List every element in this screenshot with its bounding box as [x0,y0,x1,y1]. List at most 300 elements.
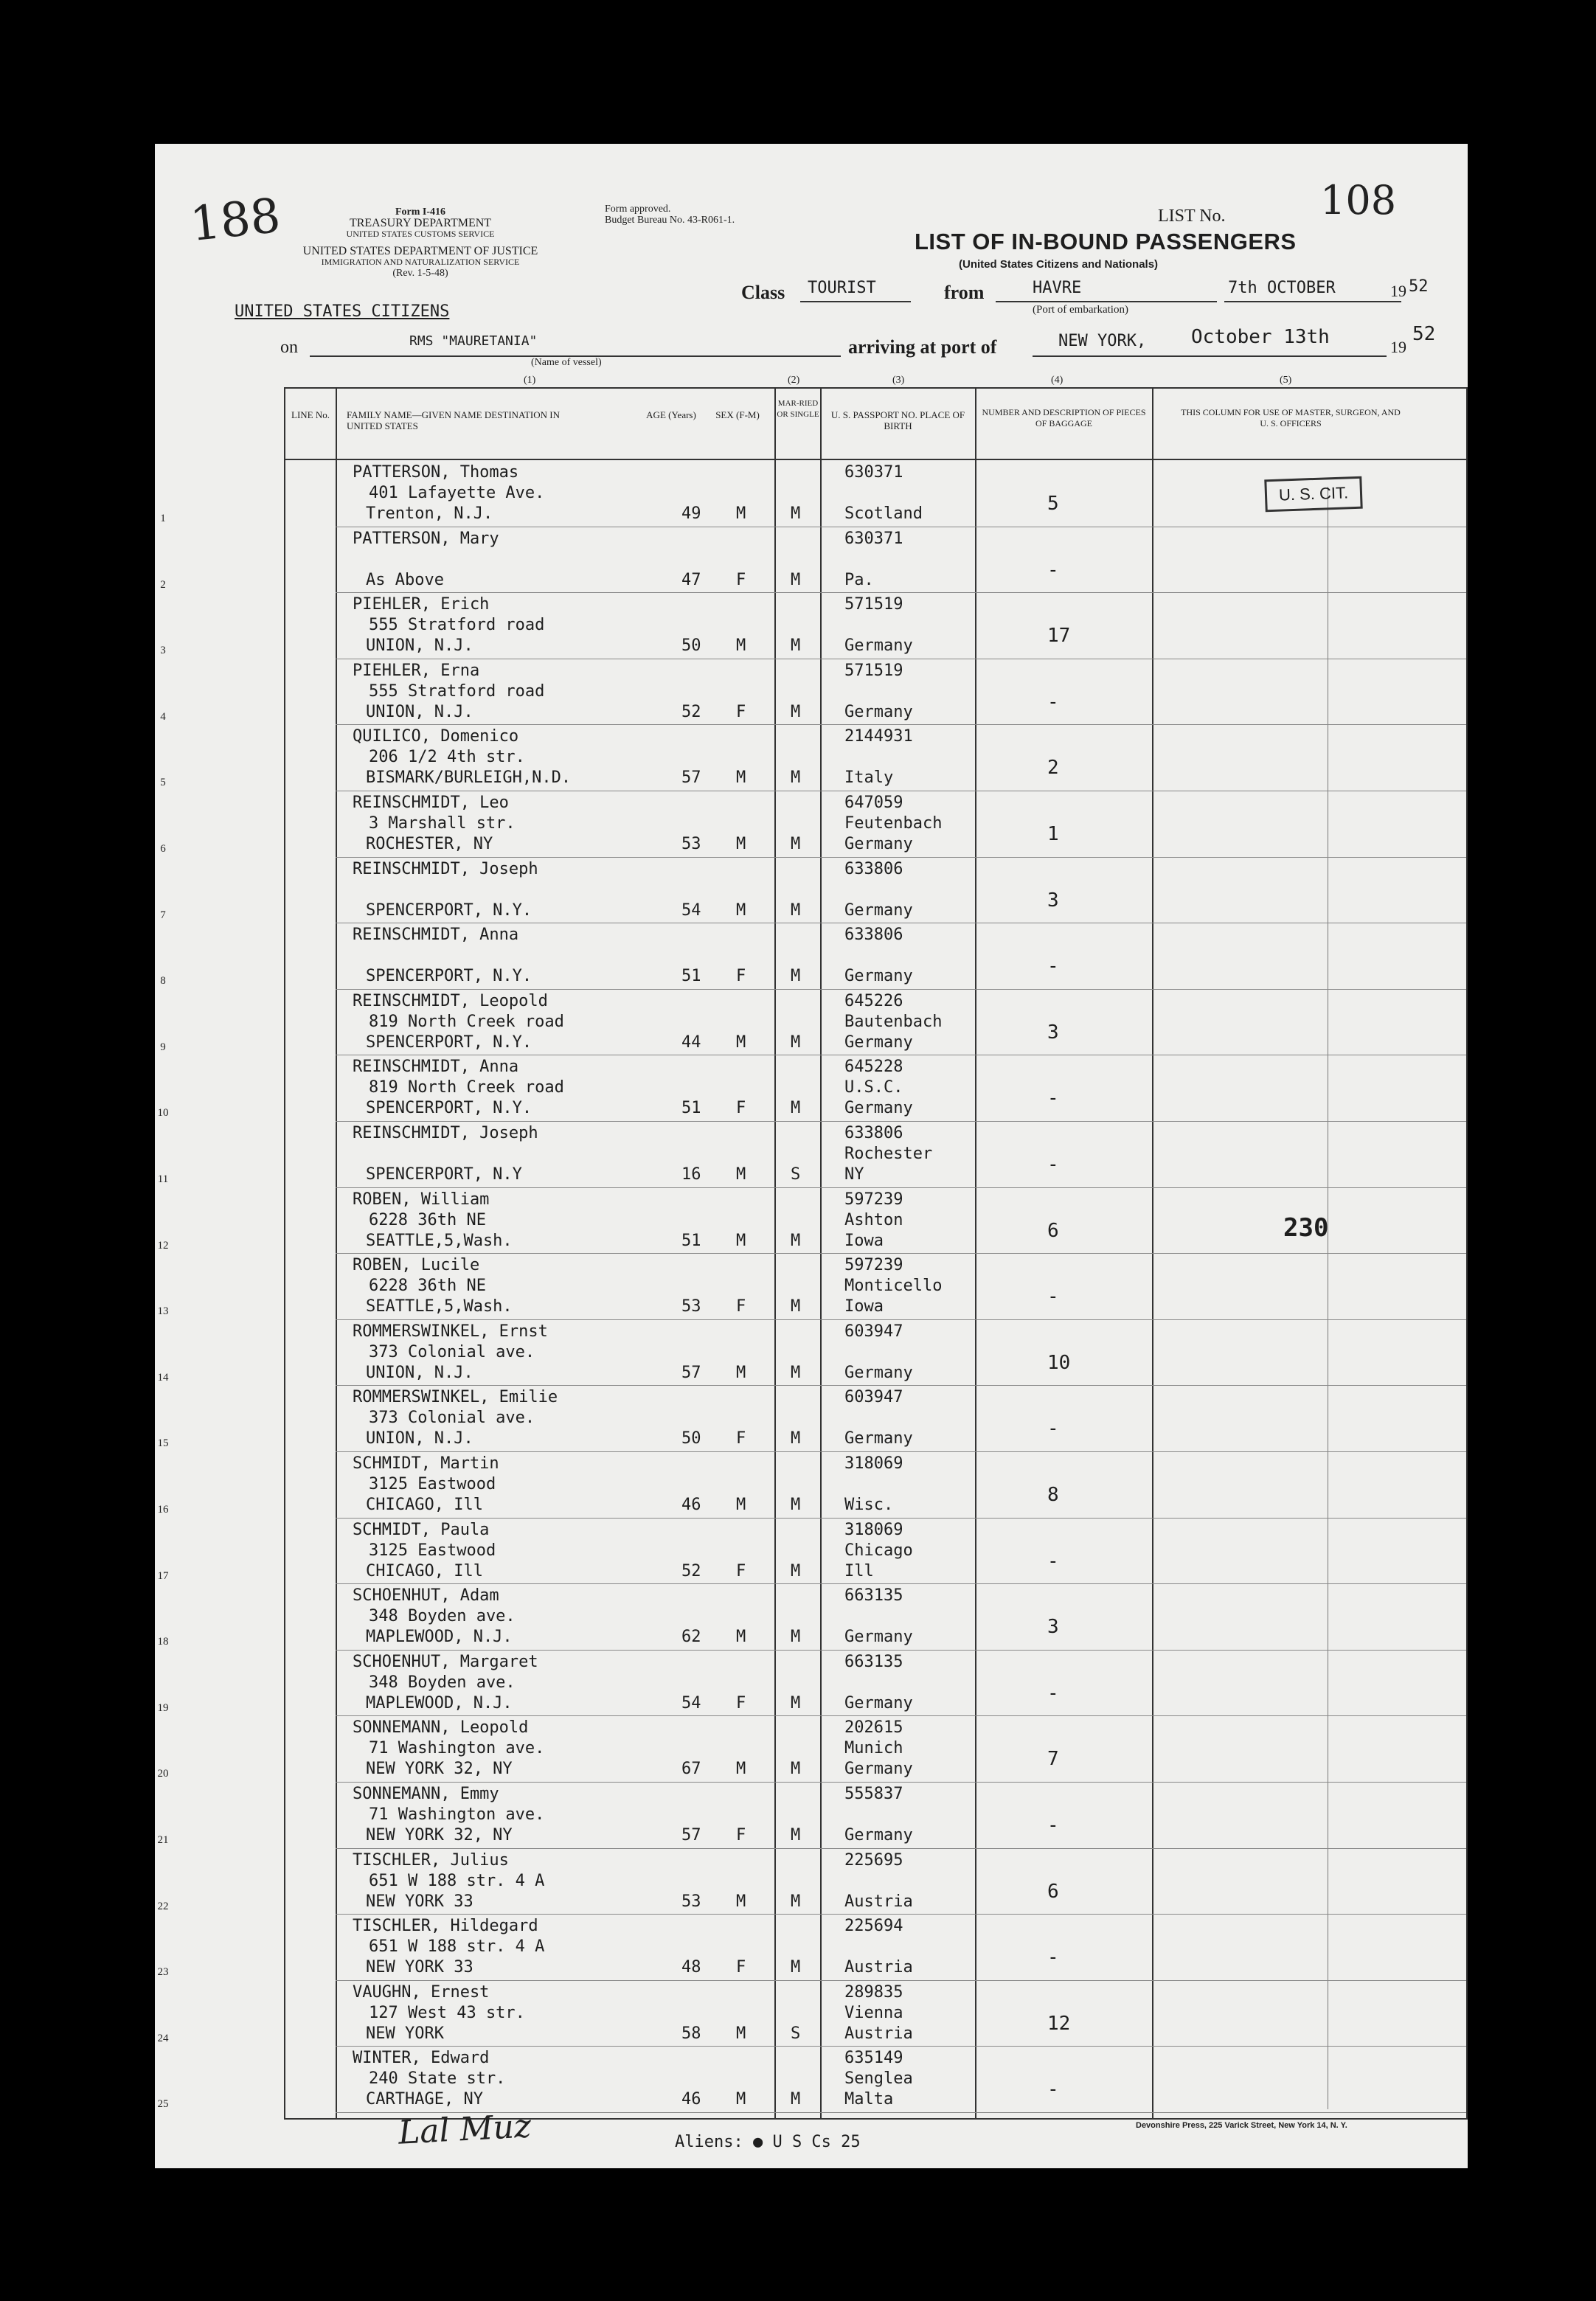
passenger-line: 14 [157,1371,169,1384]
passenger-bag: 1 [1047,823,1059,845]
row-divider [336,1518,1466,1519]
passenger-sex: M [736,1231,746,1250]
passenger-sex: F [736,1099,746,1118]
passenger-passport: 225695 [844,1850,903,1870]
list-no-label: LIST No. [1158,206,1226,226]
passenger-age: 51 [681,967,701,986]
passenger-name: TISCHLER, Julius [353,1850,509,1870]
passenger-ms: M [791,1628,801,1647]
passenger-addr2: CHICAGO, Ill [366,1561,483,1580]
passenger-line: 2 [160,578,166,591]
passenger-line: 19 [157,1701,169,1714]
passenger-addr2: BISMARK/BURLEIGH,N.D. [366,768,572,788]
passenger-ms: M [791,504,801,523]
header-officers: THIS COLUMN FOR USE OF MASTER, SURGEON, AND U. S. OFFICERS [1181,407,1401,428]
passenger-passport: 633806 [844,859,903,878]
passenger-sex: M [736,636,746,656]
row-divider [336,724,1466,725]
passenger-birth2: Austria [844,1958,913,1977]
passenger-addr1: 651 W 188 str. 4 A [369,1937,545,1957]
passenger-ms: M [791,570,801,589]
passenger-bag: 5 [1047,493,1059,515]
passenger-birth2: Scotland [844,504,923,523]
passenger-bag: 3 [1047,1021,1059,1044]
list-no-value: 108 [1320,177,1397,223]
passenger-bag: 6 [1047,1219,1059,1242]
passenger-birth2: Germany [844,1032,913,1052]
passenger-age: 49 [681,504,701,523]
officer-note: 230 [1283,1213,1329,1243]
class-label: Class [741,282,785,303]
passenger-age: 57 [681,768,701,788]
passenger-passport: 318069 [844,1454,903,1473]
passenger-bag: - [1047,1682,1059,1704]
row-divider [336,1848,1466,1849]
passenger-ms: M [791,636,801,656]
passenger-addr2: CARTHAGE, NY [366,2090,483,2109]
passenger-bag: - [1047,2078,1059,2101]
row-divider [336,1451,1466,1452]
passenger-addr2: UNION, N.J. [366,1429,473,1448]
header-sex: SEX (F-M) [715,409,760,420]
passenger-line: 8 [160,975,166,988]
arrival-port: NEW YORK, [1058,332,1147,350]
passenger-addr2: SEATTLE,5,Wash. [366,1297,513,1316]
passenger-age: 16 [681,1165,701,1184]
passenger-bag: - [1047,1549,1059,1572]
passenger-name: SCHMIDT, Martin [353,1454,499,1473]
passenger-age: 67 [681,1760,701,1779]
passenger-birth2: Germany [844,900,913,920]
passenger-name: SONNEMANN, Emmy [353,1785,499,1803]
passenger-passport: 645226 [844,991,903,1010]
form-revision: (Rev. 1-5-48) [392,268,448,279]
passenger-birth2: Iowa [844,1297,884,1316]
passenger-addr2: MAPLEWOOD, N.J. [366,1693,513,1712]
passenger-birth1: Senglea [844,2069,913,2089]
row-divider [336,1385,1466,1386]
passenger-passport: 597239 [844,1190,903,1209]
arrival-year-prefix: 19 [1390,338,1406,356]
passenger-line: 13 [157,1305,169,1318]
passenger-age: 54 [681,1693,701,1712]
passenger-addr2: UNION, N.J. [366,702,473,721]
passenger-sex: F [736,1429,746,1448]
passenger-name: PIEHLER, Erna [353,661,480,680]
passenger-line: 17 [157,1569,169,1582]
passenger-line: 12 [157,1239,169,1252]
passenger-passport: 571519 [844,661,903,680]
passenger-name: REINSCHMIDT, Leopold [353,991,548,1010]
passenger-name: REINSCHMIDT, Leo [353,794,509,812]
row-divider [336,1253,1466,1254]
passenger-sex: M [736,1363,746,1382]
col-number: (4) [1051,375,1064,386]
passenger-addr2: SPENCERPORT, N.Y. [366,967,532,986]
passenger-bag: - [1047,1814,1059,1836]
passenger-addr1: 651 W 188 str. 4 A [369,1871,545,1890]
passenger-birth2: Italy [844,768,894,788]
passenger-passport: 603947 [844,1388,903,1407]
passenger-bag: - [1047,1946,1059,1969]
col-number: (5) [1280,375,1292,386]
passenger-addr2: UNION, N.J. [366,1363,473,1382]
passenger-passport: 635149 [844,2049,903,2068]
passenger-birth1: Feutenbach [844,814,943,833]
passenger-bag: 17 [1047,625,1071,648]
passenger-name: ROMMERSWINKEL, Ernst [353,1322,548,1341]
passenger-addr2: Trenton, N.J. [366,504,493,523]
passenger-passport: 663135 [844,1652,903,1671]
header-name: FAMILY NAME—GIVEN NAME DESTINATION IN UNITED STATES [347,409,561,431]
row-divider [336,1715,1466,1716]
passenger-birth1: Bautenbach [844,1012,943,1031]
passenger-ms: M [791,1099,801,1118]
row-divider [336,1187,1466,1188]
passenger-birth2: Germany [844,1628,913,1647]
passenger-addr1: 6228 36th NE [369,1210,486,1229]
passenger-ms: S [791,1165,801,1184]
passenger-birth1: Munich [844,1739,903,1758]
passenger-bag: - [1047,1417,1059,1440]
passenger-sex: M [736,900,746,920]
passenger-passport: 555837 [844,1785,903,1803]
passenger-bag: 8 [1047,1484,1059,1506]
passenger-addr1: 3125 Eastwood [369,1541,496,1560]
passenger-name: REINSCHMIDT, Anna [353,1058,519,1077]
passenger-age: 48 [681,1958,701,1977]
passenger-sex: M [736,504,746,523]
passenger-line: 24 [157,2032,169,2044]
passenger-addr2: SPENCERPORT, N.Y [366,1165,522,1184]
passenger-sex: F [736,1693,746,1712]
passenger-addr1: 348 Boyden ave. [369,1607,516,1626]
passenger-addr2: NEW YORK 33 [366,1892,473,1911]
passenger-birth2: Germany [844,1363,913,1382]
footer-counts: Aliens: ● U S Cs 25 [675,2133,861,2151]
passenger-name: SCHOENHUT, Adam [353,1586,499,1606]
passenger-ms: M [791,1429,801,1448]
passenger-ms: M [791,1561,801,1580]
passenger-line: 25 [157,2098,169,2111]
passenger-ms: M [791,1958,801,1977]
passenger-sex: F [736,702,746,721]
col-number: (3) [892,375,905,386]
passenger-age: 47 [681,570,701,589]
passenger-name: REINSCHMIDT, Joseph [353,859,538,878]
passenger-sex: M [736,2090,746,2109]
passenger-ms: M [791,900,801,920]
passenger-passport: 645228 [844,1058,903,1077]
passenger-birth2: Austria [844,2024,913,2043]
row-divider [336,989,1466,990]
passenger-addr1: 819 North Creek road [369,1012,564,1031]
passenger-bag: 10 [1047,1351,1071,1374]
arrival-date: October 13th [1191,326,1330,348]
passenger-addr2: CHICAGO, Ill [366,1496,483,1514]
passenger-line: 1 [160,513,166,524]
passenger-name: TISCHLER, Hildegard [353,1917,538,1936]
passenger-passport: 289835 [844,1982,903,2002]
passenger-bag: 6 [1047,1880,1059,1903]
passenger-sex: M [736,1760,746,1779]
passenger-line: 7 [160,909,166,921]
passenger-addr1: 71 Washington ave. [369,1805,545,1824]
passenger-addr1: 71 Washington ave. [369,1739,545,1758]
manifest-sheet [155,144,1468,2168]
passenger-passport: 633806 [844,926,903,945]
passenger-name: SCHOENHUT, Margaret [353,1652,538,1671]
passenger-birth2: Germany [844,967,913,986]
passenger-passport: 225694 [844,1917,903,1936]
passenger-passport: 630371 [844,529,903,548]
passenger-age: 53 [681,1297,701,1316]
passenger-sex: M [736,835,746,853]
header-age: AGE (Years) [646,409,696,420]
form-number: Form I-416 [395,206,446,218]
passenger-addr1: 206 1/2 4th str. [369,748,525,767]
passenger-passport: 663135 [844,1586,903,1606]
passenger-passport: 633806 [844,1124,903,1142]
passenger-bag: 3 [1047,889,1059,912]
passenger-birth2: Ill [844,1561,874,1580]
passenger-name: WINTER, Edward [353,2049,490,2068]
passenger-line: 22 [157,1900,169,1912]
embark-year: 52 [1409,277,1429,296]
passenger-age: 57 [681,1826,701,1844]
passenger-birth1: Ashton [844,1210,903,1229]
passenger-name: PATTERSON, Mary [353,529,499,548]
passenger-name: SCHMIDT, Paula [353,1520,490,1539]
passenger-age: 46 [681,2090,701,2109]
passenger-birth2: Pa. [844,570,874,589]
passenger-name: PIEHLER, Erich [353,595,490,614]
passenger-ms: M [791,1693,801,1712]
row-divider [336,857,1466,858]
passenger-addr2: SEATTLE,5,Wash. [366,1231,513,1250]
passenger-bag: 2 [1047,757,1059,780]
passenger-sex: M [736,1892,746,1911]
us-cit-stamp: U. S. CIT. [1264,476,1363,513]
passenger-line: 4 [160,710,166,723]
passenger-addr1: 348 Boyden ave. [369,1673,516,1692]
passenger-birth1: U.S.C. [844,1078,903,1097]
on-label: on [280,338,298,357]
header-married: MAR-RIED OR SINGLE [777,399,819,419]
passenger-ms: S [791,2024,801,2043]
passenger-age: 44 [681,1032,701,1052]
row-divider [336,1121,1466,1122]
passenger-addr2: NEW YORK 33 [366,1958,473,1977]
passenger-birth2: Germany [844,1826,913,1844]
embark-date: 7th OCTOBER [1228,279,1336,297]
passenger-sex: M [736,2024,746,2043]
passenger-birth2: Germany [844,636,913,656]
passenger-passport: 2144931 [844,727,913,746]
passenger-name: ROBEN, Lucile [353,1256,480,1275]
passenger-line: 18 [157,1636,169,1648]
passenger-sex: F [736,1297,746,1316]
passenger-bag: - [1047,690,1059,713]
passenger-addr2: SPENCERPORT, N.Y. [366,1099,532,1118]
passenger-age: 51 [681,1099,701,1118]
passenger-line: 11 [157,1173,169,1185]
passenger-sex: F [736,1561,746,1580]
passenger-passport: 318069 [844,1520,903,1539]
passenger-passport: 603947 [844,1322,903,1341]
passenger-addr1: 3125 Eastwood [369,1475,496,1493]
col-number: (1) [524,375,536,386]
officer-signature: Lal Muz [397,2107,532,2152]
passenger-sex: M [736,1165,746,1184]
treasury-dept: TREASURY DEPARTMENT [349,217,492,229]
passenger-ms: M [791,768,801,788]
printer-imprint: Devonshire Press, 225 Varick Street, New York 14, N. Y. [1136,2121,1347,2130]
passenger-addr2: As Above [366,570,444,589]
col-number: (2) [788,375,800,386]
passenger-passport: 630371 [844,463,903,482]
page-subtitle: (United States Citizens and Nationals) [959,258,1159,271]
passenger-birth2: Germany [844,835,913,853]
passenger-line: 5 [160,777,166,789]
row-divider [336,1914,1466,1915]
passenger-addr2: UNION, N.J. [366,636,473,656]
passenger-age: 54 [681,900,701,920]
passenger-age: 46 [681,1496,701,1514]
row-divider [336,592,1466,593]
passenger-line: 16 [157,1504,169,1516]
passenger-birth2: Malta [844,2090,894,2109]
passenger-ms: M [791,967,801,986]
passenger-addr2: MAPLEWOOD, N.J. [366,1628,513,1647]
passenger-line: 20 [157,1768,169,1780]
passenger-ms: M [791,1297,801,1316]
passenger-age: 50 [681,636,701,656]
passenger-bag: - [1047,1153,1059,1176]
passenger-bag: 7 [1047,1748,1059,1771]
passenger-age: 50 [681,1429,701,1448]
passenger-name: ROMMERSWINKEL, Emilie [353,1388,558,1407]
passenger-bag: - [1047,558,1059,581]
passenger-name: SONNEMANN, Leopold [353,1718,529,1738]
passenger-birth2: Germany [844,1693,913,1712]
embark-year-prefix: 19 [1390,282,1406,300]
passenger-ms: M [791,2090,801,2109]
vessel-caption: (Name of vessel) [531,357,602,368]
passenger-birth2: Germany [844,702,913,721]
passenger-ms: M [791,1032,801,1052]
passenger-name: QUILICO, Domenico [353,727,519,746]
passenger-birth2: Wisc. [844,1496,894,1514]
passenger-age: 52 [681,1561,701,1580]
passenger-addr1: 6228 36th NE [369,1277,486,1296]
passenger-ms: M [791,702,801,721]
passenger-ms: M [791,835,801,853]
passenger-addr1: 401 Lafayette Ave. [369,484,545,502]
passenger-sex: F [736,1958,746,1977]
passenger-sex: F [736,967,746,986]
passenger-sex: F [736,1826,746,1844]
passenger-age: 53 [681,835,701,853]
form-approved: Form approved. [605,204,671,215]
passenger-addr2: NEW YORK 32, NY [366,1826,513,1844]
passenger-birth2: Germany [844,1429,913,1448]
passenger-addr2: ROCHESTER, NY [366,835,493,853]
passenger-ms: M [791,1826,801,1844]
passenger-birth2: Iowa [844,1231,884,1250]
passenger-passport: 647059 [844,794,903,812]
passenger-line: 6 [160,843,166,855]
passenger-birth1: Chicago [844,1541,913,1560]
passenger-addr2: SPENCERPORT, N.Y. [366,900,532,920]
passenger-age: 57 [681,1363,701,1382]
passenger-addr1: 555 Stratford road [369,616,545,635]
passenger-bag: - [1047,955,1059,978]
passenger-line: 21 [157,1834,169,1846]
passenger-birth1: Monticello [844,1277,943,1296]
passenger-name: PATTERSON, Thomas [353,463,519,482]
arriving-label: arriving at port of [848,336,997,358]
passenger-age: 58 [681,2024,701,2043]
passenger-name: ROBEN, William [353,1190,490,1209]
header-passport: U. S. PASSPORT NO. PLACE OF BIRTH [830,409,965,431]
passenger-birth1: Vienna [844,2003,903,2022]
passenger-ms: M [791,1496,801,1514]
passenger-line: 10 [157,1107,169,1120]
passenger-bag: 12 [1047,2012,1071,2035]
ins-service: IMMIGRATION AND NATURALIZATION SERVICE [321,257,520,267]
passenger-birth1: Rochester [844,1145,933,1163]
passenger-sex: M [736,1496,746,1514]
class-value: TOURIST [808,279,876,297]
passenger-addr2: NEW YORK 32, NY [366,1760,513,1779]
passenger-addr1: 240 State str. [369,2069,506,2089]
row-divider [336,1980,1466,1981]
passenger-line: 23 [157,1966,169,1979]
passenger-birth2: Austria [844,1892,913,1911]
budget-bureau: Budget Bureau No. 43-R061-1. [605,215,735,226]
row-divider [336,1583,1466,1584]
passenger-ms: M [791,1231,801,1250]
passenger-bag: - [1047,1087,1059,1110]
passenger-bag: - [1047,1285,1059,1308]
passenger-age: 62 [681,1628,701,1647]
passenger-passport: 571519 [844,595,903,614]
header-line: LINE No. [291,409,330,420]
passenger-sex: F [736,570,746,589]
from-label: from [944,282,985,303]
passenger-addr1: 373 Colonial ave. [369,1342,535,1361]
passenger-addr2: NEW YORK [366,2024,444,2043]
passenger-ms: M [791,1892,801,1911]
passenger-name: REINSCHMIDT, Joseph [353,1124,538,1142]
vessel-name: RMS "MAURETANIA" [409,333,538,349]
port-embark-caption: (Port of embarkation) [1033,304,1128,316]
page-title: LIST OF IN-BOUND PASSENGERS [915,229,1297,254]
passenger-sex: M [736,768,746,788]
passenger-addr2: SPENCERPORT, N.Y. [366,1032,532,1052]
corner-number: 188 [187,188,283,253]
passenger-birth2: NY [844,1165,864,1184]
row-divider [336,1319,1466,1320]
passenger-birth2: Germany [844,1760,913,1779]
passenger-sex: M [736,1032,746,1052]
passenger-addr1: 127 West 43 str. [369,2003,525,2022]
from-value: HAVRE [1033,279,1082,297]
row-divider [336,1650,1466,1651]
passenger-name: VAUGHN, Ernest [353,1982,490,2002]
passenger-passport: 597239 [844,1256,903,1275]
